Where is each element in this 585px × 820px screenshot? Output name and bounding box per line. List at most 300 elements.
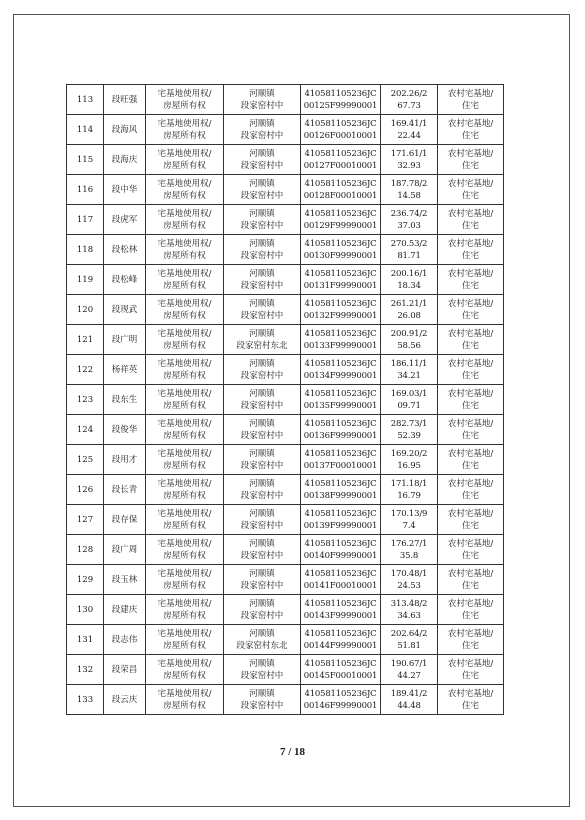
usage-cell-line: 农村宅基地/ [447, 148, 494, 159]
row-number-cell: 115 [67, 145, 104, 175]
area-cell-line: 34.21 [397, 370, 421, 381]
area-cell-line: 26.08 [397, 310, 421, 321]
area-cell-line: 169.20/2 [390, 448, 428, 459]
right-type-cell-line: 宅基地使用权/ [157, 328, 212, 339]
area-cell [381, 355, 438, 385]
right-type-cell [146, 295, 224, 325]
usage-cell [438, 535, 504, 565]
area-cell-line: 170.48/1 [390, 568, 428, 579]
location-cell [224, 325, 301, 355]
right-type-cell-line: 宅基地使用权/ [157, 508, 212, 519]
unit-code-cell-line: 00127F00010001 [303, 160, 378, 171]
right-type-cell-line: 宅基地使用权/ [157, 148, 212, 159]
right-type-cell-line: 宅基地使用权/ [157, 388, 212, 399]
unit-code-cell-line: 410581105236JC [304, 448, 377, 459]
right-type-cell-line: 宅基地使用权/ [157, 88, 212, 99]
right-type-cell [146, 505, 224, 535]
area-cell [381, 115, 438, 145]
location-cell-line: 河顺镇 [249, 688, 275, 699]
right-type-cell-line: 宅基地使用权/ [157, 568, 212, 579]
row-number-cell: 119 [67, 265, 104, 295]
right-type-cell-line: 宅基地使用权/ [157, 478, 212, 489]
area-cell-line: 171.18/1 [390, 478, 428, 489]
usage-cell-line: 农村宅基地/ [447, 358, 494, 369]
location-cell-line: 河顺镇 [249, 658, 275, 669]
row-number-cell: 117 [67, 205, 104, 235]
usage-cell [438, 685, 504, 715]
right-type-cell-line: 房屋所有权 [163, 490, 206, 501]
usage-cell-line: 住宅 [461, 280, 479, 291]
unit-code-cell-line: 00128F00010001 [303, 190, 378, 201]
area-cell-line: 270.53/2 [390, 238, 428, 249]
right-type-cell-line: 房屋所有权 [163, 280, 206, 291]
usage-cell [438, 235, 504, 265]
usage-cell-line: 住宅 [461, 340, 479, 351]
right-type-cell-line: 宅基地使用权/ [157, 538, 212, 549]
owner-name-cell: 段广周 [104, 535, 146, 565]
unit-code-cell-line: 00131F99990001 [303, 280, 378, 291]
location-cell [224, 565, 301, 595]
unit-code-cell-line: 410581105236JC [304, 178, 377, 189]
area-cell-line: 14.58 [397, 190, 421, 201]
table-row [67, 445, 504, 475]
unit-code-cell [301, 445, 381, 475]
area-cell [381, 145, 438, 175]
right-type-cell-line: 房屋所有权 [163, 310, 206, 321]
right-type-cell-line: 宅基地使用权/ [157, 628, 212, 639]
location-cell [224, 235, 301, 265]
total-pages: 18 [294, 746, 306, 758]
unit-code-cell-line: 00143F99990001 [303, 610, 378, 621]
owner-name-cell: 段建庆 [104, 595, 146, 625]
usage-cell [438, 385, 504, 415]
unit-code-cell [301, 85, 381, 115]
row-number-cell: 114 [67, 115, 104, 145]
right-type-cell [146, 85, 224, 115]
right-type-cell-line: 宅基地使用权/ [157, 418, 212, 429]
area-cell-line: 24.53 [397, 580, 421, 591]
right-type-cell-line: 宅基地使用权/ [157, 298, 212, 309]
unit-code-cell-line: 410581105236JC [304, 238, 377, 249]
usage-cell-line: 住宅 [461, 580, 479, 591]
area-cell [381, 565, 438, 595]
area-cell [381, 505, 438, 535]
table-row [67, 685, 504, 715]
usage-cell-line: 住宅 [461, 700, 479, 711]
unit-code-cell-line: 00133F99990001 [303, 340, 378, 351]
location-cell [224, 145, 301, 175]
usage-cell-line: 住宅 [461, 640, 479, 651]
usage-cell [438, 325, 504, 355]
location-cell [224, 655, 301, 685]
owner-name-cell: 段虎军 [104, 205, 146, 235]
area-cell [381, 205, 438, 235]
table-row [67, 475, 504, 505]
location-cell-line: 段家窑村中 [240, 220, 284, 231]
usage-cell [438, 85, 504, 115]
unit-code-cell-line: 410581105236JC [304, 208, 377, 219]
location-cell [224, 385, 301, 415]
table-row [67, 655, 504, 685]
right-type-cell-line: 房屋所有权 [163, 400, 206, 411]
right-type-cell [146, 445, 224, 475]
owner-name-cell: 段存保 [104, 505, 146, 535]
usage-cell-line: 住宅 [461, 460, 479, 471]
row-number-cell: 131 [67, 625, 104, 655]
table-row [67, 595, 504, 625]
table-body [67, 85, 504, 715]
location-cell-line: 段家窑村中 [240, 130, 284, 141]
owner-name-cell: 段玉林 [104, 565, 146, 595]
right-type-cell-line: 宅基地使用权/ [157, 118, 212, 129]
area-cell [381, 655, 438, 685]
unit-code-cell [301, 655, 381, 685]
usage-cell-line: 住宅 [461, 370, 479, 381]
right-type-cell [146, 145, 224, 175]
table-row [67, 205, 504, 235]
location-cell-line: 段家窑村中 [240, 460, 284, 471]
unit-code-cell-line: 410581105236JC [304, 388, 377, 399]
area-cell-line: 44.48 [397, 700, 421, 711]
unit-code-cell-line: 410581105236JC [304, 358, 377, 369]
location-cell [224, 175, 301, 205]
usage-cell [438, 505, 504, 535]
usage-cell [438, 295, 504, 325]
owner-name-cell: 段用才 [104, 445, 146, 475]
row-number-cell: 130 [67, 595, 104, 625]
area-cell-line: 34.63 [397, 610, 421, 621]
unit-code-cell-line: 410581105236JC [304, 298, 377, 309]
owner-name-cell: 段俊华 [104, 415, 146, 445]
usage-cell-line: 农村宅基地/ [447, 478, 494, 489]
unit-code-cell-line: 00126F00010001 [303, 130, 378, 141]
area-cell-line: 202.26/2 [390, 88, 428, 99]
location-cell-line: 段家窑村中 [240, 280, 284, 291]
page-number: 7 / 18 [279, 746, 306, 758]
unit-code-cell [301, 175, 381, 205]
area-cell-line: 52.39 [397, 430, 421, 441]
unit-code-cell [301, 595, 381, 625]
area-cell [381, 625, 438, 655]
usage-cell-line: 住宅 [461, 520, 479, 531]
unit-code-cell-line: 410581105236JC [304, 658, 377, 669]
unit-code-cell-line: 410581105236JC [304, 88, 377, 99]
usage-cell-line: 农村宅基地/ [447, 268, 494, 279]
table-row [67, 235, 504, 265]
table-row [67, 325, 504, 355]
owner-name-cell: 段现武 [104, 295, 146, 325]
area-cell-line: 236.74/2 [390, 208, 428, 219]
row-number-cell: 116 [67, 175, 104, 205]
right-type-cell [146, 655, 224, 685]
area-cell-line: 202.64/2 [390, 628, 428, 639]
area-cell-line: 200.91/2 [390, 328, 428, 339]
right-type-cell [146, 415, 224, 445]
owner-name-cell: 杨祥英 [104, 355, 146, 385]
usage-cell-line: 农村宅基地/ [447, 568, 494, 579]
unit-code-cell-line: 00132F99990001 [303, 310, 378, 321]
usage-cell-line: 住宅 [461, 400, 479, 411]
right-type-cell-line: 宅基地使用权/ [157, 448, 212, 459]
right-type-cell-line: 房屋所有权 [163, 100, 206, 111]
location-cell-line: 段家窑村东北 [236, 340, 288, 351]
owner-name-cell: 段荣昌 [104, 655, 146, 685]
unit-code-cell [301, 265, 381, 295]
row-number-cell: 123 [67, 385, 104, 415]
usage-cell-line: 住宅 [461, 190, 479, 201]
row-number-cell: 120 [67, 295, 104, 325]
location-cell-line: 段家窑村中 [240, 610, 284, 621]
area-cell [381, 85, 438, 115]
table-row [67, 625, 504, 655]
row-number-cell: 133 [67, 685, 104, 715]
unit-code-cell [301, 415, 381, 445]
area-cell-line: 169.41/1 [390, 118, 428, 129]
row-number-cell: 132 [67, 655, 104, 685]
unit-code-cell-line: 410581105236JC [304, 538, 377, 549]
area-cell-line: 169.03/1 [390, 388, 428, 399]
usage-cell [438, 115, 504, 145]
location-cell [224, 115, 301, 145]
location-cell [224, 85, 301, 115]
location-cell [224, 415, 301, 445]
right-type-cell-line: 宅基地使用权/ [157, 268, 212, 279]
usage-cell-line: 农村宅基地/ [447, 328, 494, 339]
usage-cell-line: 农村宅基地/ [447, 298, 494, 309]
usage-cell [438, 145, 504, 175]
right-type-cell [146, 205, 224, 235]
area-cell-line: 176.27/1 [390, 538, 428, 549]
location-cell-line: 段家窑村中 [240, 490, 284, 501]
right-type-cell-line: 房屋所有权 [163, 430, 206, 441]
usage-cell [438, 415, 504, 445]
area-cell-line: 37.03 [397, 220, 421, 231]
usage-cell-line: 住宅 [461, 670, 479, 681]
area-cell [381, 535, 438, 565]
owner-name-cell: 段志伟 [104, 625, 146, 655]
table-row [67, 295, 504, 325]
unit-code-cell-line: 00138F99990001 [303, 490, 378, 501]
usage-cell-line: 农村宅基地/ [447, 418, 494, 429]
usage-cell [438, 265, 504, 295]
usage-cell-line: 住宅 [461, 430, 479, 441]
area-cell-line: 35.8 [399, 550, 419, 561]
usage-cell-line: 农村宅基地/ [447, 508, 494, 519]
area-cell-line: 44.27 [397, 670, 421, 681]
unit-code-cell [301, 535, 381, 565]
table-row [67, 355, 504, 385]
location-cell [224, 685, 301, 715]
table-row [67, 265, 504, 295]
area-cell [381, 685, 438, 715]
location-cell [224, 475, 301, 505]
location-cell-line: 段家窑村东北 [236, 640, 288, 651]
right-type-cell [146, 265, 224, 295]
right-type-cell-line: 房屋所有权 [163, 670, 206, 681]
usage-cell [438, 175, 504, 205]
unit-code-cell [301, 205, 381, 235]
area-cell-line: 22.44 [397, 130, 421, 141]
unit-code-cell-line: 410581105236JC [304, 328, 377, 339]
table-row [67, 565, 504, 595]
location-cell-line: 段家窑村中 [240, 100, 284, 111]
unit-code-cell-line: 00136F99990001 [303, 430, 378, 441]
area-cell-line: 170.13/9 [390, 508, 428, 519]
location-cell-line: 河顺镇 [249, 388, 275, 399]
table-row [67, 85, 504, 115]
area-cell [381, 415, 438, 445]
unit-code-cell-line: 00146F99990001 [303, 700, 378, 711]
location-cell-line: 河顺镇 [249, 118, 275, 129]
unit-code-cell-line: 00130F99990001 [303, 250, 378, 261]
unit-code-cell-line: 00145F00010001 [303, 670, 378, 681]
usage-cell-line: 农村宅基地/ [447, 688, 494, 699]
location-cell-line: 河顺镇 [249, 598, 275, 609]
area-cell-line: 09.71 [397, 400, 421, 411]
unit-code-cell-line: 00141F00010001 [303, 580, 378, 591]
unit-code-cell [301, 235, 381, 265]
usage-cell-line: 农村宅基地/ [447, 208, 494, 219]
right-type-cell-line: 房屋所有权 [163, 700, 206, 711]
area-cell-line: 7.4 [402, 520, 416, 531]
area-cell-line: 171.61/1 [390, 148, 428, 159]
unit-code-cell [301, 145, 381, 175]
right-type-cell-line: 宅基地使用权/ [157, 598, 212, 609]
right-type-cell-line: 宅基地使用权/ [157, 658, 212, 669]
location-cell-line: 河顺镇 [249, 448, 275, 459]
unit-code-cell [301, 355, 381, 385]
table-row [67, 385, 504, 415]
unit-code-cell-line: 00140F99990001 [303, 550, 378, 561]
location-cell-line: 河顺镇 [249, 148, 275, 159]
usage-cell-line: 农村宅基地/ [447, 538, 494, 549]
right-type-cell-line: 房屋所有权 [163, 520, 206, 531]
unit-code-cell-line: 00134F99990001 [303, 370, 378, 381]
usage-cell-line: 农村宅基地/ [447, 658, 494, 669]
unit-code-cell [301, 565, 381, 595]
location-cell-line: 河顺镇 [249, 298, 275, 309]
usage-cell-line: 农村宅基地/ [447, 88, 494, 99]
row-number-cell: 129 [67, 565, 104, 595]
location-cell-line: 段家窑村中 [240, 520, 284, 531]
location-cell-line: 段家窑村中 [240, 190, 284, 201]
location-cell [224, 505, 301, 535]
owner-name-cell: 段旺强 [104, 85, 146, 115]
right-type-cell [146, 385, 224, 415]
owner-name-cell: 段广明 [104, 325, 146, 355]
usage-cell [438, 445, 504, 475]
right-type-cell-line: 房屋所有权 [163, 460, 206, 471]
unit-code-cell [301, 295, 381, 325]
location-cell [224, 625, 301, 655]
area-cell-line: 190.67/1 [390, 658, 428, 669]
right-type-cell [146, 625, 224, 655]
row-number-cell: 121 [67, 325, 104, 355]
unit-code-cell [301, 505, 381, 535]
location-cell-line: 河顺镇 [249, 208, 275, 219]
unit-code-cell-line: 00144F99990001 [303, 640, 378, 651]
location-cell-line: 河顺镇 [249, 478, 275, 489]
owner-name-cell: 段东生 [104, 385, 146, 415]
area-cell [381, 325, 438, 355]
row-number-cell: 125 [67, 445, 104, 475]
usage-cell-line: 住宅 [461, 490, 479, 501]
usage-cell [438, 655, 504, 685]
unit-code-cell [301, 625, 381, 655]
table-row [67, 175, 504, 205]
usage-cell [438, 205, 504, 235]
right-type-cell-line: 房屋所有权 [163, 370, 206, 381]
unit-code-cell [301, 475, 381, 505]
unit-code-cell-line: 410581105236JC [304, 478, 377, 489]
usage-cell [438, 595, 504, 625]
unit-code-cell-line: 410581105236JC [304, 148, 377, 159]
area-cell-line: 200.16/1 [390, 268, 428, 279]
location-cell-line: 段家窑村中 [240, 310, 284, 321]
unit-code-cell-line: 410581105236JC [304, 268, 377, 279]
owner-name-cell: 段松峰 [104, 265, 146, 295]
unit-code-cell-line: 410581105236JC [304, 508, 377, 519]
table-row [67, 115, 504, 145]
right-type-cell [146, 565, 224, 595]
table-row [67, 415, 504, 445]
location-cell-line: 段家窑村中 [240, 160, 284, 171]
location-cell [224, 535, 301, 565]
usage-cell-line: 住宅 [461, 550, 479, 561]
location-cell [224, 205, 301, 235]
location-cell-line: 河顺镇 [249, 268, 275, 279]
usage-cell-line: 住宅 [461, 310, 479, 321]
right-type-cell-line: 房屋所有权 [163, 640, 206, 651]
right-type-cell-line: 房屋所有权 [163, 610, 206, 621]
location-cell-line: 段家窑村中 [240, 250, 284, 261]
unit-code-cell-line: 410581105236JC [304, 598, 377, 609]
area-cell [381, 445, 438, 475]
area-cell [381, 385, 438, 415]
usage-cell [438, 355, 504, 385]
right-type-cell-line: 宅基地使用权/ [157, 208, 212, 219]
location-cell-line: 段家窑村中 [240, 400, 284, 411]
area-cell [381, 295, 438, 325]
usage-cell-line: 住宅 [461, 250, 479, 261]
location-cell-line: 段家窑村中 [240, 670, 284, 681]
area-cell-line: 187.78/2 [390, 178, 428, 189]
usage-cell [438, 625, 504, 655]
area-cell [381, 175, 438, 205]
location-cell-line: 河顺镇 [249, 418, 275, 429]
area-cell-line: 51.81 [397, 640, 421, 651]
area-cell-line: 261.21/1 [390, 298, 428, 309]
usage-cell-line: 农村宅基地/ [447, 448, 494, 459]
unit-code-cell-line: 410581105236JC [304, 418, 377, 429]
right-type-cell-line: 房屋所有权 [163, 220, 206, 231]
unit-code-cell [301, 325, 381, 355]
unit-code-cell-line: 410581105236JC [304, 118, 377, 129]
location-cell [224, 445, 301, 475]
right-type-cell [146, 235, 224, 265]
right-type-cell [146, 685, 224, 715]
usage-cell-line: 农村宅基地/ [447, 598, 494, 609]
right-type-cell-line: 宅基地使用权/ [157, 178, 212, 189]
area-cell [381, 265, 438, 295]
row-number-cell: 124 [67, 415, 104, 445]
right-type-cell [146, 115, 224, 145]
location-cell [224, 355, 301, 385]
unit-code-cell-line: 00137F00010001 [303, 460, 378, 471]
area-cell-line: 189.41/2 [390, 688, 428, 699]
location-cell-line: 河顺镇 [249, 358, 275, 369]
owner-name-cell: 段松林 [104, 235, 146, 265]
